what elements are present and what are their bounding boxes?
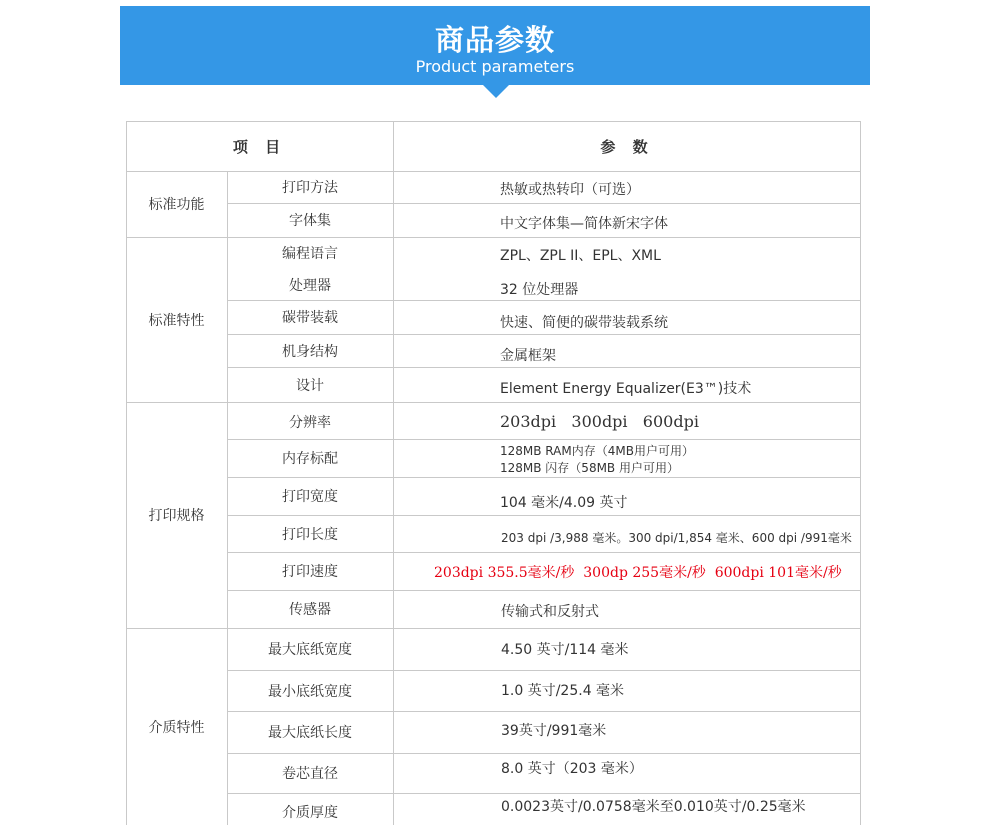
row-value-highlight: 203dpi 355.5毫米/秒 300dp 255毫米/秒 600dpi 101毫米/秒 (434, 565, 842, 581)
row-label: 打印速度 (282, 564, 338, 580)
group-label: 打印规格 (148, 508, 205, 524)
row-label: 最小底纸宽度 (268, 683, 352, 700)
row-label: 处理器 (289, 277, 331, 294)
group-label: 标准特性 (148, 312, 205, 329)
row-value: 4.50 英寸/114 毫米 (501, 642, 629, 658)
row-label: 分辨率 (289, 415, 331, 431)
row-label: 编程语言 (282, 246, 338, 262)
row-label: 传感器 (289, 602, 331, 618)
row-label: 介质厚度 (282, 805, 338, 821)
row-value-line: 128MB RAM内存（4MB用户可用） (500, 444, 694, 458)
row-label: 内存标配 (282, 451, 338, 467)
row-value-line: 128MB 闪存（58MB 用户可用） (500, 461, 679, 475)
row-label: 碳带装载 (282, 310, 338, 326)
group-label: 标准功能 (148, 197, 205, 213)
header-item: 项 目 (232, 137, 287, 156)
row-label: 字体集 (289, 213, 331, 229)
header-param: 参 数 (600, 137, 654, 156)
row-value: 0.0023英寸/0.0758毫米至0.010英寸/0.25毫米 (501, 799, 806, 815)
row-value: 8.0 英寸（203 毫米） (501, 761, 643, 777)
row-label: 打印宽度 (282, 489, 338, 505)
row-value: Element Energy Equalizer(E3™)技术 (500, 381, 752, 397)
row-value: 中文字体集—简体新宋字体 (500, 216, 668, 232)
row-label: 打印方法 (282, 180, 338, 196)
row-value: 传输式和反射式 (501, 604, 599, 620)
row-value: ZPL、ZPL II、EPL、XML (500, 248, 661, 264)
banner-subtitle: Product parameters (415, 57, 575, 76)
row-label: 卷芯直径 (282, 766, 338, 782)
section-banner (120, 6, 870, 85)
row-label: 设计 (296, 377, 324, 394)
parameter-table (126, 121, 861, 825)
row-label: 最大底纸长度 (268, 725, 352, 741)
row-value: 104 毫米/4.09 英寸 (500, 495, 628, 511)
banner-arrow-icon (483, 85, 509, 98)
row-label: 最大底纸宽度 (268, 642, 352, 658)
row-value: 快速、简便的碳带装载系统 (500, 315, 668, 331)
row-value: 39英寸/991毫米 (501, 723, 607, 739)
row-label: 打印长度 (282, 526, 338, 543)
row-value: 热敏或热转印（可选） (500, 182, 640, 198)
column-divider-param (393, 121, 394, 825)
banner-title: 商品参数 (434, 23, 555, 57)
row-value: 203dpi 300dpi 600dpi (500, 411, 699, 431)
row-value (498, 443, 862, 477)
group-label: 介质特性 (148, 719, 205, 736)
row-label: 机身结构 (282, 343, 338, 360)
row-value: 1.0 英寸/25.4 毫米 (501, 682, 625, 699)
row-value: 32 位处理器 (500, 281, 579, 298)
row-value: 203 dpi /3,988 毫米。300 dpi/1,854 毫米、600 dpi /991毫米 (501, 531, 852, 545)
row-value: 金属框架 (500, 347, 556, 364)
